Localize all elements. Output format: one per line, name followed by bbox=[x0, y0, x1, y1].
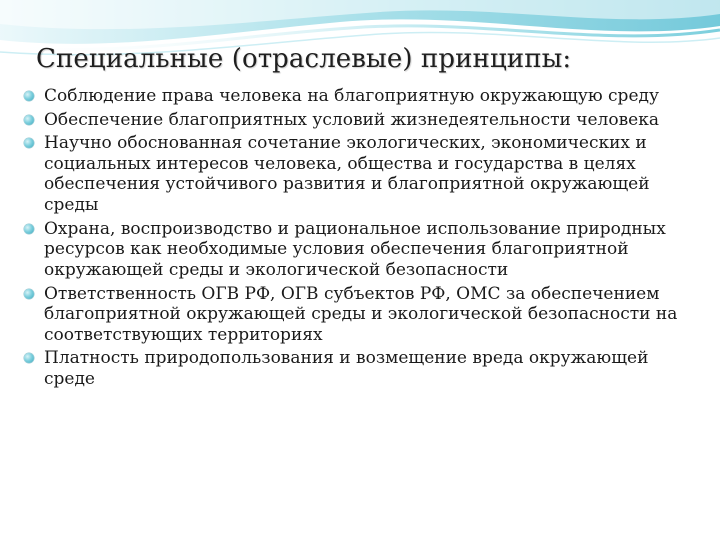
circle-bullet-icon bbox=[24, 353, 34, 363]
circle-bullet-icon bbox=[24, 224, 34, 234]
list-item bbox=[22, 219, 702, 281]
slide-title: Специальные (отраслевые) принципы: bbox=[36, 44, 572, 74]
circle-bullet-icon bbox=[24, 138, 34, 148]
circle-bullet-icon bbox=[24, 91, 34, 101]
circle-bullet-icon bbox=[24, 289, 34, 299]
circle-bullet-icon bbox=[24, 115, 34, 125]
list-item bbox=[22, 110, 702, 131]
list-item-text: Соблюдение права человека на благоприятную окружающую среду bbox=[44, 86, 659, 106]
list-item bbox=[22, 284, 702, 346]
list-item-text: Охрана, воспроизводство и рациональное использование природных ресурсов как необходимые условия обеспечения благоприятной окружающей среды и экологической безопасности bbox=[44, 218, 666, 281]
list-item-text: Обеспечение благоприятных условий жизнедеятельности человека bbox=[44, 109, 659, 130]
list-item bbox=[22, 86, 702, 107]
list-item-text: Научно обоснованная сочетание экологических, экономических и социальных интересов человека, общества и государства в целях обеспечения устойчивого развития и благоприятной окружающей среды bbox=[44, 133, 650, 216]
list-item-text: Ответственность ОГВ РФ, ОГВ субъектов РФ, ОМС за обеспечением благоприятной окружающей среды и экологической безопасности на соответствующих территориях bbox=[44, 283, 678, 345]
list-item-text: Платность природопользования и возмещение вреда окружающей среде bbox=[44, 348, 649, 390]
principles-list bbox=[22, 86, 702, 393]
list-item bbox=[22, 348, 702, 389]
list-item bbox=[22, 133, 702, 216]
